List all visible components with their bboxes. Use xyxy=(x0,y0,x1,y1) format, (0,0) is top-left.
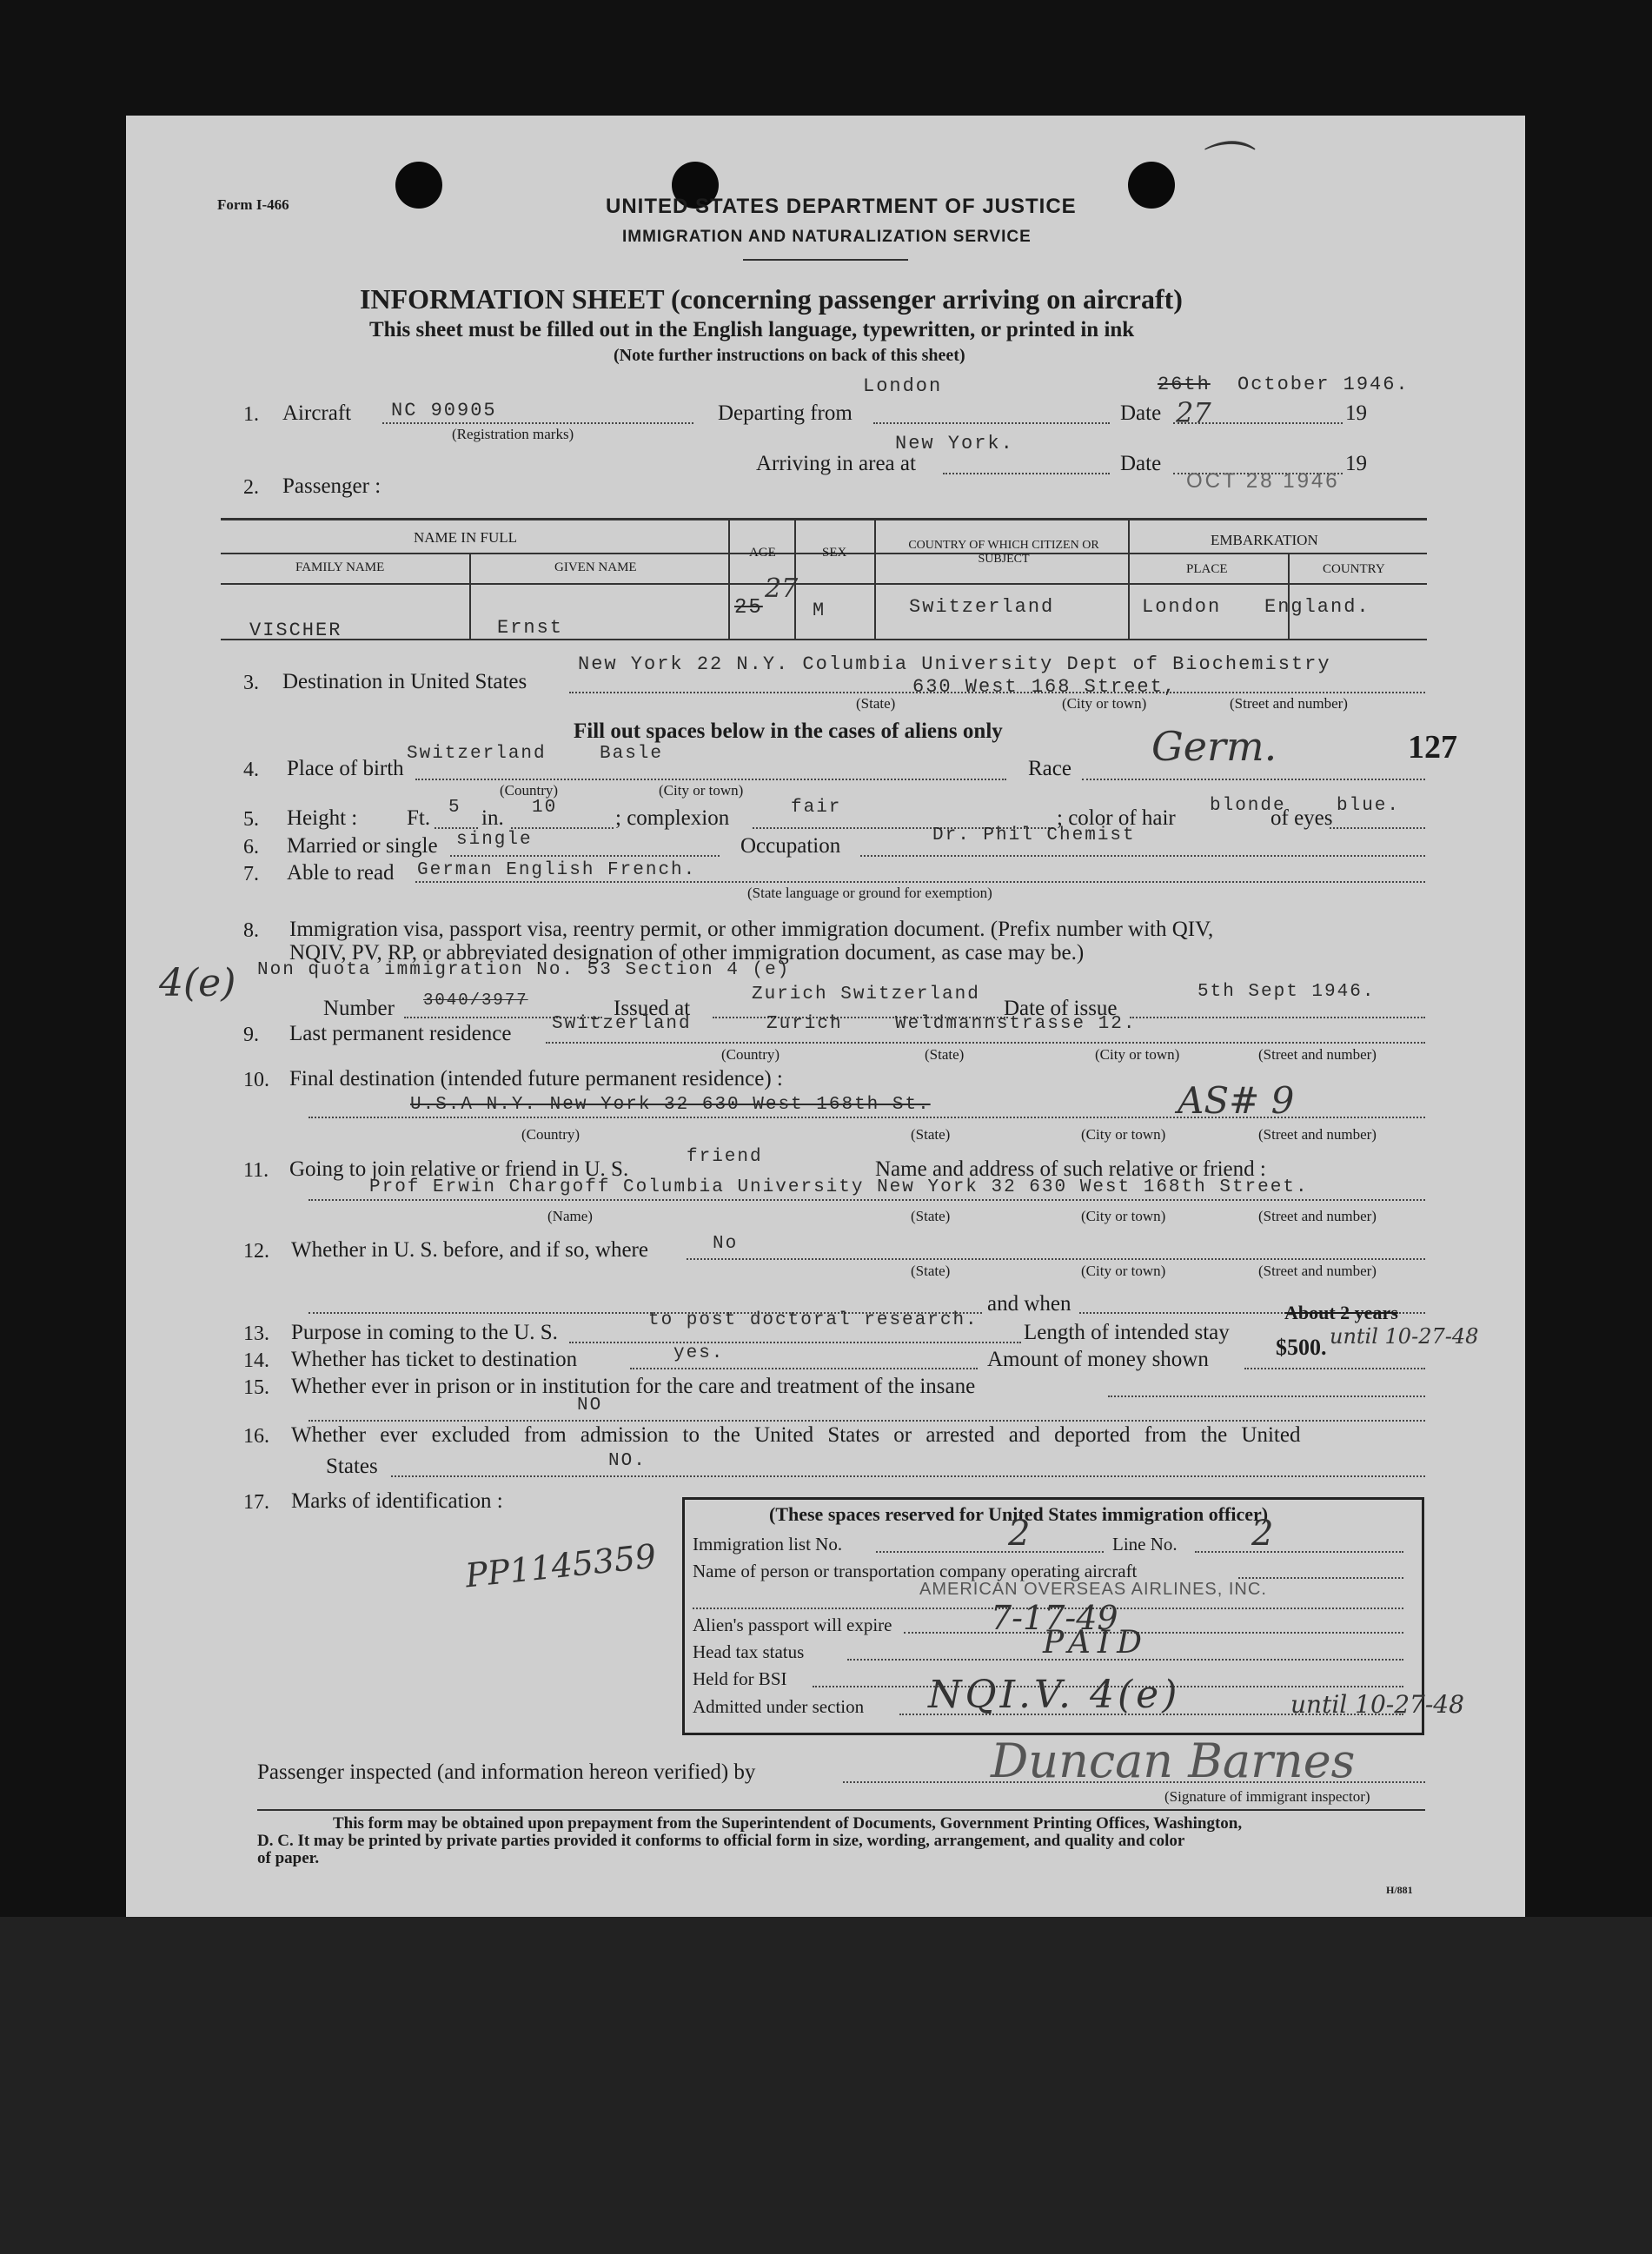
q8-text-1: Immigration visa, passport visa, reentry permit, or other immigration document. (Prefix number with QIV, xyxy=(289,918,1214,941)
visa-number-label: Number xyxy=(323,997,395,1020)
q5-number: 5. xyxy=(243,808,259,831)
when-label: and when xyxy=(987,1292,1071,1316)
residence-state: Zurich xyxy=(766,1014,843,1034)
q1-number: 1. xyxy=(243,403,259,426)
arriving-value: New York. xyxy=(895,433,1014,454)
table-top-rule xyxy=(221,518,1427,520)
inspector-signature: Duncan Barnes xyxy=(991,1734,1356,1788)
birth-city-value: Basle xyxy=(600,744,664,764)
prison-value: NO xyxy=(577,1395,603,1415)
occupation-line xyxy=(860,855,1425,857)
q9-number: 9. xyxy=(243,1024,259,1046)
table-col-4 xyxy=(874,520,876,639)
before-label: Whether in U. S. before, and if so, where xyxy=(291,1238,648,1262)
sex-header: SEX xyxy=(822,546,847,560)
passenger-label: Passenger : xyxy=(282,474,381,498)
arrive-year-prefix: 19 xyxy=(1345,452,1367,475)
read-label: Able to read xyxy=(287,861,395,885)
res-state-caption: (State) xyxy=(925,1046,965,1063)
birth-country-caption: (Country) xyxy=(500,782,559,799)
birthplace-label: Place of birth xyxy=(287,757,404,780)
q15-number: 15. xyxy=(243,1376,269,1399)
race-stamp: 127 xyxy=(1408,729,1457,766)
destination-line2: 630 West 168 Street, xyxy=(912,676,1178,698)
prison-line-b xyxy=(309,1420,1425,1422)
before-street-caption: (Street and number) xyxy=(1258,1263,1377,1279)
country-header: COUNTRY OF WHICH CITIZEN OR SUBJECT xyxy=(908,539,1099,566)
hair-label: ; color of hair xyxy=(1057,806,1176,830)
expire-value: 7-17-49 xyxy=(991,1599,1118,1637)
arrive-date-label: Date xyxy=(1120,452,1162,475)
header-rule xyxy=(743,259,908,261)
join-city-caption: (City or town) xyxy=(1081,1208,1166,1224)
issued-at-label: Issued at xyxy=(614,997,691,1020)
q8-margin-note: 4(e) xyxy=(159,961,236,1005)
prison-label: Whether ever in prison or in institution for the care and treatment of the insane xyxy=(291,1375,976,1398)
aircraft-line xyxy=(382,422,693,424)
immigration-list-line xyxy=(876,1551,1104,1553)
service-name: IMMIGRATION AND NATURALIZATION SERVICE xyxy=(622,228,1032,246)
final-state-caption: (State) xyxy=(911,1126,951,1143)
admitted-value: NQI.V. 4(e) xyxy=(928,1673,1181,1717)
join-value: Prof Erwin Chargoff Columbia University New York 32 630 West 168th Street. xyxy=(369,1177,1309,1197)
tax-label: Head tax status xyxy=(693,1641,805,1662)
residence-country: Switzerland xyxy=(552,1014,692,1034)
occupation-value: Dr. Phil Chemist xyxy=(932,825,1136,845)
in-label: in. xyxy=(481,806,504,830)
before-state-caption: (State) xyxy=(911,1263,951,1279)
footer-rule xyxy=(257,1809,1425,1811)
join-name-label: Name and address of such relative or friend : xyxy=(875,1157,1266,1181)
birth-city-caption: (City or town) xyxy=(659,782,744,799)
final-country-caption: (Country) xyxy=(521,1126,581,1143)
name-in-full-header: NAME IN FULL xyxy=(414,529,517,546)
final-destination-label: Final destination (intended future permanent residence) : xyxy=(289,1067,783,1091)
purpose-label: Purpose in coming to the U. S. xyxy=(291,1321,558,1344)
admitted-label: Admitted under section xyxy=(693,1696,865,1717)
race-line xyxy=(1082,779,1425,780)
table-col-5 xyxy=(1128,520,1130,639)
before-city-caption: (City or town) xyxy=(1081,1263,1166,1279)
embark-place-value: London xyxy=(1142,596,1222,618)
aircraft-label: Aircraft xyxy=(282,401,352,425)
q11-number: 11. xyxy=(243,1159,269,1182)
sheet-note: (Note further instructions on back of this sheet) xyxy=(614,346,965,365)
place-header: PLACE xyxy=(1186,562,1228,576)
ticket-label: Whether has ticket to destination xyxy=(291,1348,578,1371)
table-bottom-rule xyxy=(221,639,1427,640)
age-header: AGE xyxy=(749,546,776,560)
join-line xyxy=(309,1199,1425,1201)
res-city-caption: (City or town) xyxy=(1095,1046,1180,1063)
company-line-a xyxy=(1238,1577,1403,1579)
marks-hand: PP1145359 xyxy=(463,1536,659,1595)
q3-number: 3. xyxy=(243,672,259,694)
q14-number: 14. xyxy=(243,1349,269,1372)
read-value: German English French. xyxy=(417,860,697,880)
final-street-caption: (Street and number) xyxy=(1258,1126,1377,1143)
purpose-value: to post doctoral research. xyxy=(648,1310,979,1330)
hair-value: blonde xyxy=(1210,796,1286,816)
read-line xyxy=(415,881,1425,883)
final-city-caption: (City or town) xyxy=(1081,1126,1166,1143)
q10-number: 10. xyxy=(243,1069,269,1091)
depart-date-hand: 27 xyxy=(1176,396,1211,429)
aliens-heading: Fill out spaces below in the cases of aliens only xyxy=(574,719,1003,743)
inspected-label: Passenger inspected (and information hereon verified) by xyxy=(257,1760,756,1784)
given-name-header: GIVEN NAME xyxy=(554,560,637,574)
line-no-line xyxy=(1195,1551,1403,1553)
registration-caption: (Registration marks) xyxy=(452,426,574,442)
punch-hole-1 xyxy=(395,162,442,209)
height-label: Height : xyxy=(287,806,358,830)
marital-line xyxy=(450,855,720,857)
destination-label: Destination in United States xyxy=(282,670,527,693)
dest-city-caption: (City or town) xyxy=(1062,695,1147,712)
excluded-label: Whether ever excluded from admission to the United States or arrested and deported from the United xyxy=(291,1423,1301,1447)
in-line xyxy=(511,827,614,829)
family-name-header: FAMILY NAME xyxy=(295,560,385,574)
immigration-list-value: 2 xyxy=(1008,1514,1031,1554)
marital-label: Married or single xyxy=(287,834,438,858)
tax-value: PAID xyxy=(1043,1625,1149,1661)
q8-number: 8. xyxy=(243,919,259,942)
money-label: Amount of money shown xyxy=(987,1348,1209,1371)
arrive-date-stamp: OCT 28 1946 xyxy=(1186,469,1340,493)
join-street-caption: (Street and number) xyxy=(1258,1208,1377,1224)
sheet-title: INFORMATION SHEET (concerning passenger arriving on aircraft) xyxy=(360,283,1183,315)
footer-code: H/881 xyxy=(1386,1884,1413,1896)
line-no-label: Line No. xyxy=(1112,1534,1178,1555)
sex-value: M xyxy=(813,600,826,621)
age-hand-value: 27 xyxy=(765,573,799,604)
money-line xyxy=(1244,1368,1425,1369)
final-destination-hand: AS# 9 xyxy=(1178,1079,1295,1122)
footer-line-3: of paper. xyxy=(257,1849,320,1867)
marks-label: Marks of identification : xyxy=(291,1489,503,1513)
ticket-line xyxy=(630,1368,978,1369)
bsi-label: Held for BSI xyxy=(693,1668,787,1689)
issue-date-line xyxy=(1130,1017,1425,1018)
stay-label: Length of intended stay xyxy=(1024,1321,1230,1344)
before-value: No xyxy=(713,1234,739,1254)
prison-line-a xyxy=(1108,1395,1425,1397)
ft-line xyxy=(435,827,478,829)
sheet-subtitle: This sheet must be filled out in the English language, typewritten, or printed in ink xyxy=(369,318,1135,341)
departing-value: London xyxy=(863,375,943,397)
join-label: Going to join relative or friend in U. S. xyxy=(289,1157,629,1181)
eyes-label: of eyes xyxy=(1271,806,1333,830)
depart-year-prefix: 19 xyxy=(1345,401,1367,425)
q6-number: 6. xyxy=(243,836,259,859)
residence-line xyxy=(546,1042,1425,1044)
dest-state-caption: (State) xyxy=(856,695,896,712)
aircraft-value: NC 90905 xyxy=(391,400,497,421)
ft-value: 5 xyxy=(448,798,461,818)
given-name-value: Ernst xyxy=(497,617,564,639)
join-relation: friend xyxy=(687,1147,763,1167)
depart-date-label: Date xyxy=(1120,401,1162,425)
footer-line-2: D. C. It may be printed by private parties provided it conforms to official form in size, wording, arrangement, and quality and color xyxy=(257,1832,1185,1850)
occupation-label: Occupation xyxy=(740,834,841,858)
scan-border xyxy=(0,1917,1652,2254)
q16-number: 16. xyxy=(243,1425,269,1448)
citizen-value: Switzerland xyxy=(909,596,1055,618)
form-number: Form I-466 xyxy=(217,196,289,213)
complexion-label: ; complexion xyxy=(615,806,730,830)
q17-number: 17. xyxy=(243,1491,269,1514)
money-value: $500. xyxy=(1276,1335,1327,1360)
family-name-value: VISCHER xyxy=(249,620,342,641)
expire-line xyxy=(904,1632,1403,1634)
race-value: Germ. xyxy=(1151,723,1277,770)
arriving-line xyxy=(943,473,1110,474)
corner-mark: ⌒ xyxy=(1195,137,1247,198)
dest-street-caption: (Street and number) xyxy=(1230,695,1348,712)
stay-struck: About 2 years xyxy=(1284,1302,1398,1323)
birth-country-value: Switzerland xyxy=(407,744,547,764)
destination-line1: New York 22 N.Y. Columbia University Dept of Biochemistry xyxy=(578,653,1331,675)
company-label: Name of person or transportation company operating aircraft xyxy=(693,1561,1138,1581)
age-struck-value: 25 xyxy=(734,596,763,620)
q8-text-2: NQIV, PV, RP, or abbreviated designation of other immigration document, as case may be.) xyxy=(289,941,1085,965)
table-head-bottom xyxy=(221,583,1427,585)
complexion-value: fair xyxy=(791,798,842,818)
stay-hand: until 10-27-48 xyxy=(1330,1324,1479,1349)
ticket-value: yes. xyxy=(673,1343,725,1363)
q2-number: 2. xyxy=(243,476,259,499)
eyes-line xyxy=(1330,827,1425,829)
q12-number: 12. xyxy=(243,1240,269,1263)
table-col-2 xyxy=(728,520,730,639)
before-line xyxy=(687,1258,1425,1260)
q7-number: 7. xyxy=(243,863,259,885)
departing-label: Departing from xyxy=(718,401,853,425)
department-name: UNITED STATES DEPARTMENT OF JUSTICE xyxy=(606,195,1077,218)
q8-typed: Non quota immigration No. 53 Section 4 (e) xyxy=(257,960,791,980)
marital-value: single xyxy=(456,830,533,850)
admitted-until: until 10-27-48 xyxy=(1290,1690,1464,1719)
company-value: AMERICAN OVERSEAS AIRLINES, INC. xyxy=(919,1580,1267,1599)
purpose-line xyxy=(569,1342,1021,1343)
embarkation-header: EMBARKATION xyxy=(1211,532,1318,548)
issue-date-label: Date of issue xyxy=(1004,997,1118,1020)
excluded-label-2: States xyxy=(326,1455,378,1478)
punch-hole-3 xyxy=(1128,162,1175,209)
reserved-title: (These spaces reserved for United States immigration officer) xyxy=(769,1503,1269,1525)
departing-line xyxy=(873,422,1110,424)
issued-at-value: Zurich Switzerland xyxy=(752,984,980,1004)
join-state-caption: (State) xyxy=(911,1208,951,1224)
in-value: 10 xyxy=(532,798,558,818)
res-country-caption: (Country) xyxy=(721,1046,780,1063)
eyes-value: blue. xyxy=(1337,796,1401,816)
ft-label: Ft. xyxy=(407,806,431,830)
birthplace-line xyxy=(415,779,1006,780)
table-col-1 xyxy=(469,554,471,639)
immigration-list-label: Immigration list No. xyxy=(693,1534,843,1555)
expire-label: Alien's passport will expire xyxy=(693,1614,892,1635)
visa-number-value: 3040/3977 xyxy=(423,991,528,1010)
depart-date-struck: 26th xyxy=(1158,374,1211,395)
final-destination-value: U.S.A N.Y. New York 32 630 West 168th St. xyxy=(410,1095,931,1115)
read-caption: (State language or ground for exemption) xyxy=(747,885,992,901)
res-street-caption: (Street and number) xyxy=(1258,1046,1377,1063)
residence-street: Weldmannstrasse 12. xyxy=(895,1014,1137,1034)
signature-caption: (Signature of immigrant inspector) xyxy=(1164,1788,1370,1805)
arriving-label: Arriving in area at xyxy=(756,452,916,475)
depart-date-month: October 1946. xyxy=(1237,374,1410,395)
excluded-line xyxy=(391,1475,1425,1477)
footer-line-1: This form may be obtained upon prepayment from the Superintendent of Documents, Government Printing Offices, Washington, xyxy=(333,1814,1243,1833)
residence-label: Last permanent residence xyxy=(289,1022,512,1045)
q4-number: 4. xyxy=(243,759,259,781)
join-name-caption: (Name) xyxy=(547,1208,593,1224)
line-no-value: 2 xyxy=(1251,1514,1274,1554)
excluded-value: NO. xyxy=(608,1451,647,1471)
q13-number: 13. xyxy=(243,1323,269,1345)
race-label: Race xyxy=(1028,757,1071,780)
issue-date-value: 5th Sept 1946. xyxy=(1198,982,1376,1002)
embark-country-value: England. xyxy=(1264,596,1370,618)
embark-country-header: COUNTRY xyxy=(1323,562,1385,576)
